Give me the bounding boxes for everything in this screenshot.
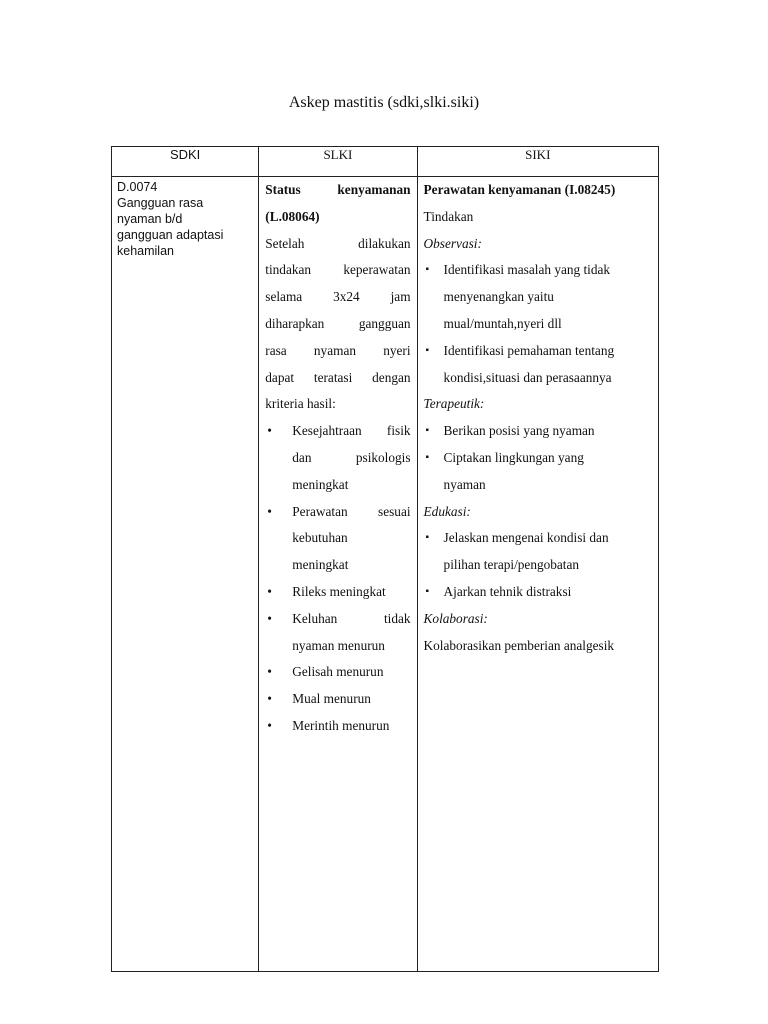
table-row	[112, 177, 659, 972]
list-item-line: Mual menurun	[292, 691, 371, 707]
list-item	[424, 418, 652, 445]
section-heading-kolaborasi: Kolaborasi:	[423, 610, 488, 626]
list-item-line: mual/muntah,nyeri dll	[443, 315, 562, 331]
list-item-line: Identifikasi masalah yang tidak	[443, 262, 611, 278]
list-item-line: pilihan terapi/pengobatan	[443, 557, 580, 573]
sdki-code: D.0074	[117, 180, 158, 194]
sdki-line: kehamilan	[117, 244, 174, 258]
list-item	[424, 338, 652, 392]
slki-intro-line: Setelah dilakukan	[265, 235, 411, 251]
sdki-line: nyaman b/d	[117, 212, 183, 226]
list-item-line: kondisi,situasi dan perasaannya	[443, 369, 612, 385]
siki-cell	[417, 177, 658, 972]
list-item-line: kebutuhan	[292, 530, 348, 546]
list-item	[265, 499, 410, 579]
square-bullet-icon: ▪	[425, 425, 430, 437]
square-bullet-icon: ▪	[425, 344, 430, 356]
edukasi-list	[424, 525, 652, 605]
slki-title-right: kenyamanan	[337, 182, 411, 197]
slki-code: (L.08064)	[265, 208, 320, 224]
list-item	[424, 445, 652, 499]
sdki-cell	[112, 177, 259, 972]
bullet-icon: •	[267, 503, 272, 519]
askep-table	[111, 146, 659, 972]
slki-title-line	[265, 177, 410, 204]
slki-intro-line: dapat teratasi dengan	[265, 369, 411, 385]
slki-intro-line: diharapkan gangguan	[265, 315, 411, 331]
list-item-line: Merintih menurun	[292, 717, 390, 733]
list-item-line: Gelisah menurun	[292, 664, 384, 680]
document-title: Askep mastitis (sdki,slki.siki)	[288, 94, 480, 111]
list-item-line: Perawatan sesuai	[292, 503, 411, 519]
list-item-line: Berikan posisi yang nyaman	[443, 423, 595, 439]
kolaborasi-text: Kolaborasikan pemberian analgesik	[423, 637, 615, 653]
slki-intro-line: selama 3x24 jam	[265, 289, 411, 305]
list-item-line: menyenangkan yaitu	[443, 289, 554, 305]
list-item	[265, 713, 410, 740]
square-bullet-icon: ▪	[425, 451, 430, 463]
list-item-line: meningkat	[292, 476, 349, 492]
bullet-icon: •	[267, 691, 272, 707]
list-item-line: Keluhan tidak	[292, 610, 411, 626]
slki-intro-line: tindakan keperawatan	[265, 262, 411, 278]
slki-title-left: Status	[265, 182, 301, 197]
list-item	[424, 257, 652, 337]
list-item-line: Rileks meningkat	[292, 583, 386, 599]
list-item	[424, 579, 652, 606]
list-item-line: Jelaskan mengenai kondisi dan	[443, 530, 609, 546]
bullet-icon: •	[267, 610, 272, 626]
header-slki: SLKI	[259, 147, 417, 177]
list-item-line: nyaman menurun	[292, 637, 385, 653]
header-siki: SIKI	[417, 147, 658, 177]
list-item-line: meningkat	[292, 557, 349, 573]
siki-subtitle: Tindakan	[423, 208, 474, 224]
list-item	[265, 418, 410, 498]
bullet-icon: •	[267, 583, 272, 599]
bullet-icon: •	[267, 717, 272, 733]
terapeutik-list	[424, 418, 652, 498]
list-item	[424, 525, 652, 579]
siki-title: Perawatan kenyamanan (I.08245)	[423, 182, 616, 197]
list-item-line: Identifikasi pemahaman tentang	[443, 342, 615, 358]
table-header-row	[112, 147, 659, 177]
square-bullet-icon: ▪	[425, 532, 430, 544]
list-item-line: nyaman	[443, 476, 486, 492]
list-item	[265, 659, 410, 686]
slki-intro-line: rasa nyaman nyeri	[265, 342, 411, 358]
list-item-line: Ajarkan tehnik distraksi	[443, 583, 572, 599]
square-bullet-icon: ▪	[425, 264, 430, 276]
slki-cell	[259, 177, 417, 972]
sdki-line: Gangguan rasa	[117, 196, 204, 210]
list-item	[265, 606, 410, 660]
list-item	[265, 579, 410, 606]
slki-criteria-list	[265, 418, 410, 740]
list-item-line: Ciptakan lingkungan yang	[443, 449, 584, 465]
slki-intro-line: kriteria hasil:	[265, 396, 336, 412]
list-item-line: Kesejahtraan fisik	[292, 423, 411, 439]
observasi-list	[424, 257, 652, 391]
square-bullet-icon: ▪	[425, 585, 430, 597]
bullet-icon: •	[267, 664, 272, 680]
sdki-line: gangguan adaptasi	[117, 228, 224, 242]
list-item	[265, 686, 410, 713]
bullet-icon: •	[267, 423, 272, 439]
section-heading-observasi: Observasi:	[423, 235, 482, 251]
section-heading-edukasi: Edukasi:	[423, 503, 471, 519]
section-heading-terapeutik: Terapeutik:	[423, 396, 485, 412]
header-sdki: SDKI	[112, 147, 259, 177]
list-item-line: dan psikologis	[292, 449, 411, 465]
